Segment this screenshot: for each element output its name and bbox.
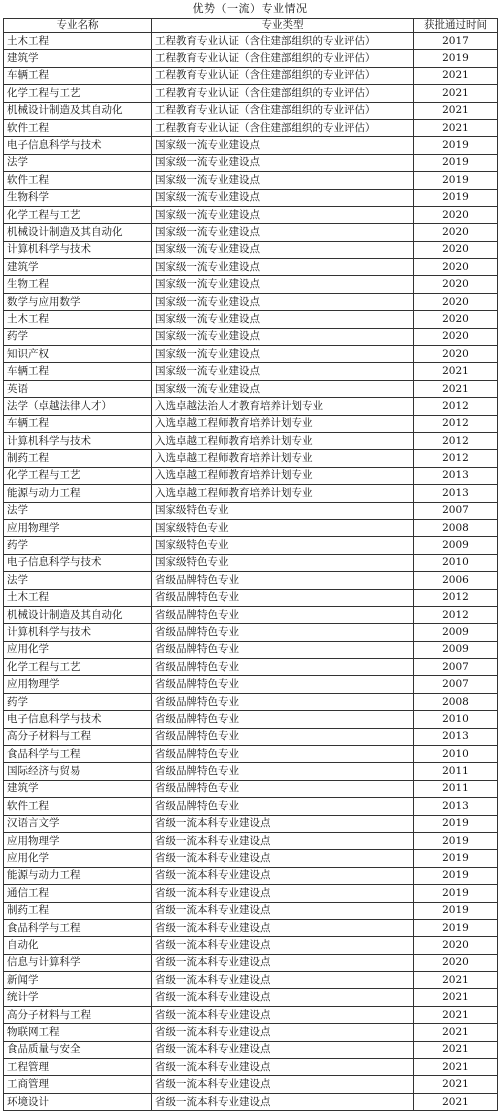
table-row bbox=[4, 659, 498, 676]
major-name-cell: 通信工程 bbox=[4, 885, 152, 902]
major-name-cell: 环境设计 bbox=[4, 1093, 152, 1110]
major-name-cell: 机械设计制造及其自动化 bbox=[4, 102, 152, 119]
major-type-cell: 工程教育专业认证（含住建部组织的专业评估） bbox=[152, 85, 414, 102]
major-name-cell: 法学（卓越法律人才） bbox=[4, 398, 152, 415]
major-name-cell: 国际经济与贸易 bbox=[4, 763, 152, 780]
approval-year-cell: 2021 bbox=[414, 102, 498, 119]
major-type-cell: 工程教育专业认证（含住建部组织的专业评估） bbox=[152, 33, 414, 50]
major-name-cell: 应用物理学 bbox=[4, 832, 152, 849]
major-name-cell: 应用物理学 bbox=[4, 519, 152, 536]
major-type-cell: 国家级一流专业建设点 bbox=[152, 137, 414, 154]
approval-year-cell: 2019 bbox=[414, 885, 498, 902]
major-type-cell: 省级品牌特色专业 bbox=[152, 728, 414, 745]
major-name-cell: 土木工程 bbox=[4, 33, 152, 50]
approval-year-cell: 2021 bbox=[414, 363, 498, 380]
approval-year-cell: 2019 bbox=[414, 137, 498, 154]
major-type-cell: 国家级一流专业建设点 bbox=[152, 206, 414, 223]
major-name-cell: 生物工程 bbox=[4, 276, 152, 293]
approval-year-cell: 2021 bbox=[414, 1093, 498, 1110]
major-name-cell: 知识产权 bbox=[4, 346, 152, 363]
major-type-cell: 省级一流本科专业建设点 bbox=[152, 954, 414, 971]
major-type-cell: 省级一流本科专业建设点 bbox=[152, 1006, 414, 1023]
approval-year-cell: 2021 bbox=[414, 380, 498, 397]
major-type-cell: 国家级一流专业建设点 bbox=[152, 259, 414, 276]
approval-year-cell: 2021 bbox=[414, 67, 498, 84]
approval-year-cell: 2013 bbox=[414, 728, 498, 745]
major-name-cell: 建筑学 bbox=[4, 259, 152, 276]
major-type-cell: 入选卓越工程师教育培养计划专业 bbox=[152, 432, 414, 449]
major-name-cell: 建筑学 bbox=[4, 50, 152, 67]
table-row bbox=[4, 224, 498, 241]
major-type-cell: 省级品牌特色专业 bbox=[152, 589, 414, 606]
major-type-cell: 省级一流本科专业建设点 bbox=[152, 989, 414, 1006]
table-row bbox=[4, 85, 498, 102]
approval-year-cell: 2011 bbox=[414, 763, 498, 780]
major-name-cell: 车辆工程 bbox=[4, 415, 152, 432]
table-row bbox=[4, 311, 498, 328]
table-row bbox=[4, 1076, 498, 1093]
approval-year-cell: 2021 bbox=[414, 85, 498, 102]
major-type-cell: 国家级一流专业建设点 bbox=[152, 241, 414, 258]
major-type-cell: 省级品牌特色专业 bbox=[152, 763, 414, 780]
major-type-cell: 省级一流本科专业建设点 bbox=[152, 832, 414, 849]
major-type-cell: 入选卓越工程师教育培养计划专业 bbox=[152, 485, 414, 502]
major-name-cell: 电子信息科学与技术 bbox=[4, 554, 152, 571]
table-body bbox=[4, 33, 498, 1111]
major-type-cell: 国家级一流专业建设点 bbox=[152, 380, 414, 397]
table-row bbox=[4, 989, 498, 1006]
approval-year-cell: 2009 bbox=[414, 624, 498, 641]
major-type-cell: 国家级一流专业建设点 bbox=[152, 293, 414, 310]
approval-year-cell: 2012 bbox=[414, 415, 498, 432]
approval-year-cell: 2020 bbox=[414, 224, 498, 241]
approval-year-cell: 2019 bbox=[414, 832, 498, 849]
major-type-cell: 省级一流本科专业建设点 bbox=[152, 867, 414, 884]
major-type-cell: 国家级一流专业建设点 bbox=[152, 276, 414, 293]
approval-year-cell: 2019 bbox=[414, 867, 498, 884]
table-row bbox=[4, 693, 498, 710]
major-type-cell: 省级品牌特色专业 bbox=[152, 693, 414, 710]
approval-year-cell: 2019 bbox=[414, 172, 498, 189]
major-name-cell: 制药工程 bbox=[4, 450, 152, 467]
major-type-cell: 省级一流本科专业建设点 bbox=[152, 1076, 414, 1093]
approval-year-cell: 2021 bbox=[414, 1076, 498, 1093]
major-type-cell: 国家级特色专业 bbox=[152, 554, 414, 571]
table-row bbox=[4, 293, 498, 310]
approval-year-cell: 2013 bbox=[414, 798, 498, 815]
approval-year-cell: 2021 bbox=[414, 972, 498, 989]
major-name-cell: 车辆工程 bbox=[4, 363, 152, 380]
approval-year-cell: 2020 bbox=[414, 293, 498, 310]
major-type-cell: 国家级一流专业建设点 bbox=[152, 189, 414, 206]
approval-year-cell: 2013 bbox=[414, 467, 498, 484]
major-name-cell: 物联网工程 bbox=[4, 1024, 152, 1041]
approval-year-cell: 2007 bbox=[414, 502, 498, 519]
major-name-cell: 英语 bbox=[4, 380, 152, 397]
table-row bbox=[4, 624, 498, 641]
approval-year-cell: 2019 bbox=[414, 50, 498, 67]
approval-year-cell: 2012 bbox=[414, 606, 498, 623]
major-type-cell: 省级品牌特色专业 bbox=[152, 780, 414, 797]
major-name-cell: 土木工程 bbox=[4, 311, 152, 328]
major-name-cell: 建筑学 bbox=[4, 780, 152, 797]
table-row bbox=[4, 554, 498, 571]
approval-year-cell: 2013 bbox=[414, 485, 498, 502]
table-row bbox=[4, 606, 498, 623]
major-name-cell: 计算机科学与技术 bbox=[4, 241, 152, 258]
table-row bbox=[4, 1059, 498, 1076]
table-row bbox=[4, 1024, 498, 1041]
table-row bbox=[4, 346, 498, 363]
table-row bbox=[4, 1093, 498, 1110]
major-name-cell: 信息与计算科学 bbox=[4, 954, 152, 971]
major-type-cell: 省级一流本科专业建设点 bbox=[152, 1059, 414, 1076]
approval-year-cell: 2021 bbox=[414, 1059, 498, 1076]
approval-year-cell: 2012 bbox=[414, 589, 498, 606]
major-type-cell: 省级一流本科专业建设点 bbox=[152, 850, 414, 867]
approval-year-cell: 2009 bbox=[414, 537, 498, 554]
table-row bbox=[4, 206, 498, 223]
major-name-cell: 化学工程与工艺 bbox=[4, 467, 152, 484]
table-title: 优势（一流）专业情况 bbox=[192, 2, 308, 15]
major-name-cell: 统计学 bbox=[4, 989, 152, 1006]
major-type-cell: 省级一流本科专业建设点 bbox=[152, 1024, 414, 1041]
major-name-cell: 药学 bbox=[4, 537, 152, 554]
major-type-cell: 国家级特色专业 bbox=[152, 537, 414, 554]
major-type-cell: 省级品牌特色专业 bbox=[152, 676, 414, 693]
approval-year-cell: 2010 bbox=[414, 554, 498, 571]
table-row bbox=[4, 902, 498, 919]
approval-year-cell: 2007 bbox=[414, 659, 498, 676]
approval-year-cell: 2021 bbox=[414, 989, 498, 1006]
major-type-cell: 国家级一流专业建设点 bbox=[152, 311, 414, 328]
column-header-type: 专业类型 bbox=[152, 19, 414, 33]
major-name-cell: 新闻学 bbox=[4, 972, 152, 989]
approval-year-cell: 2020 bbox=[414, 276, 498, 293]
major-type-cell: 入选卓越法治人才教育培养计划专业 bbox=[152, 398, 414, 415]
table-row bbox=[4, 815, 498, 832]
table-row bbox=[4, 711, 498, 728]
major-type-cell: 工程教育专业认证（含住建部组织的专业评估） bbox=[152, 50, 414, 67]
table-row bbox=[4, 972, 498, 989]
table-row bbox=[4, 676, 498, 693]
table-row bbox=[4, 832, 498, 849]
header-row bbox=[4, 19, 498, 33]
major-name-cell: 车辆工程 bbox=[4, 67, 152, 84]
approval-year-cell: 2008 bbox=[414, 519, 498, 536]
major-name-cell: 应用化学 bbox=[4, 850, 152, 867]
major-type-cell: 省级一流本科专业建设点 bbox=[152, 919, 414, 936]
table-row bbox=[4, 102, 498, 119]
table-row bbox=[4, 937, 498, 954]
major-type-cell: 省级一流本科专业建设点 bbox=[152, 1093, 414, 1110]
table-row bbox=[4, 1006, 498, 1023]
approval-year-cell: 2020 bbox=[414, 954, 498, 971]
approval-year-cell: 2020 bbox=[414, 241, 498, 258]
table-row bbox=[4, 537, 498, 554]
major-name-cell: 食品科学与工程 bbox=[4, 919, 152, 936]
major-name-cell: 软件工程 bbox=[4, 119, 152, 136]
approval-year-cell: 2010 bbox=[414, 711, 498, 728]
table-row bbox=[4, 328, 498, 345]
table-row bbox=[4, 137, 498, 154]
approval-year-cell: 2021 bbox=[414, 1024, 498, 1041]
major-type-cell: 国家级一流专业建设点 bbox=[152, 328, 414, 345]
table-row bbox=[4, 432, 498, 449]
major-name-cell: 化学工程与工艺 bbox=[4, 85, 152, 102]
table-row bbox=[4, 415, 498, 432]
major-type-cell: 省级品牌特色专业 bbox=[152, 711, 414, 728]
table-row bbox=[4, 154, 498, 171]
major-type-cell: 入选卓越工程师教育培养计划专业 bbox=[152, 450, 414, 467]
approval-year-cell: 2019 bbox=[414, 154, 498, 171]
major-name-cell: 自动化 bbox=[4, 937, 152, 954]
major-name-cell: 计算机科学与技术 bbox=[4, 624, 152, 641]
major-name-cell: 法学 bbox=[4, 572, 152, 589]
major-name-cell: 工商管理 bbox=[4, 1076, 152, 1093]
approval-year-cell: 2021 bbox=[414, 1006, 498, 1023]
approval-year-cell: 2020 bbox=[414, 937, 498, 954]
major-type-cell: 国家级一流专业建设点 bbox=[152, 154, 414, 171]
approval-year-cell: 2019 bbox=[414, 189, 498, 206]
approval-year-cell: 2020 bbox=[414, 259, 498, 276]
major-name-cell: 机械设计制造及其自动化 bbox=[4, 606, 152, 623]
table-row bbox=[4, 641, 498, 658]
approval-year-cell: 2012 bbox=[414, 432, 498, 449]
major-type-cell: 省级品牌特色专业 bbox=[152, 659, 414, 676]
major-type-cell: 省级品牌特色专业 bbox=[152, 798, 414, 815]
major-name-cell: 食品质量与安全 bbox=[4, 1041, 152, 1058]
major-name-cell: 法学 bbox=[4, 502, 152, 519]
table-row bbox=[4, 467, 498, 484]
approval-year-cell: 2008 bbox=[414, 693, 498, 710]
table-row bbox=[4, 954, 498, 971]
table-row bbox=[4, 67, 498, 84]
major-type-cell: 国家级一流专业建设点 bbox=[152, 172, 414, 189]
major-type-cell: 省级品牌特色专业 bbox=[152, 641, 414, 658]
approval-year-cell: 2021 bbox=[414, 1041, 498, 1058]
table-row bbox=[4, 519, 498, 536]
approval-year-cell: 2020 bbox=[414, 206, 498, 223]
table-row bbox=[4, 780, 498, 797]
major-name-cell: 应用物理学 bbox=[4, 676, 152, 693]
approval-year-cell: 2019 bbox=[414, 815, 498, 832]
approval-year-cell: 2006 bbox=[414, 572, 498, 589]
majors-table bbox=[3, 18, 498, 1111]
table-row bbox=[4, 850, 498, 867]
approval-year-cell: 2010 bbox=[414, 746, 498, 763]
approval-year-cell: 2020 bbox=[414, 346, 498, 363]
table-row bbox=[4, 485, 498, 502]
major-name-cell: 软件工程 bbox=[4, 172, 152, 189]
approval-year-cell: 2019 bbox=[414, 902, 498, 919]
major-type-cell: 工程教育专业认证（含住建部组织的专业评估） bbox=[152, 119, 414, 136]
major-type-cell: 入选卓越工程师教育培养计划专业 bbox=[152, 467, 414, 484]
approval-year-cell: 2017 bbox=[414, 33, 498, 50]
major-type-cell: 国家级一流专业建设点 bbox=[152, 346, 414, 363]
major-type-cell: 省级品牌特色专业 bbox=[152, 572, 414, 589]
major-name-cell: 药学 bbox=[4, 693, 152, 710]
major-type-cell: 省级一流本科专业建设点 bbox=[152, 815, 414, 832]
major-name-cell: 电子信息科学与技术 bbox=[4, 137, 152, 154]
table-row bbox=[4, 380, 498, 397]
major-name-cell: 工程管理 bbox=[4, 1059, 152, 1076]
table-row bbox=[4, 276, 498, 293]
major-name-cell: 机械设计制造及其自动化 bbox=[4, 224, 152, 241]
major-name-cell: 汉语言文学 bbox=[4, 815, 152, 832]
table-row bbox=[4, 450, 498, 467]
approval-year-cell: 2012 bbox=[414, 450, 498, 467]
major-type-cell: 工程教育专业认证（含住建部组织的专业评估） bbox=[152, 67, 414, 84]
major-type-cell: 省级一流本科专业建设点 bbox=[152, 972, 414, 989]
major-name-cell: 数学与应用数学 bbox=[4, 293, 152, 310]
major-name-cell: 食品科学与工程 bbox=[4, 746, 152, 763]
major-name-cell: 药学 bbox=[4, 328, 152, 345]
approval-year-cell: 2019 bbox=[414, 919, 498, 936]
major-name-cell: 应用化学 bbox=[4, 641, 152, 658]
major-type-cell: 省级一流本科专业建设点 bbox=[152, 902, 414, 919]
major-type-cell: 工程教育专业认证（含住建部组织的专业评估） bbox=[152, 102, 414, 119]
table-row bbox=[4, 589, 498, 606]
major-type-cell: 省级品牌特色专业 bbox=[152, 606, 414, 623]
approval-year-cell: 2011 bbox=[414, 780, 498, 797]
table-row bbox=[4, 189, 498, 206]
major-name-cell: 高分子材料与工程 bbox=[4, 1006, 152, 1023]
major-name-cell: 能源与动力工程 bbox=[4, 485, 152, 502]
table-row bbox=[4, 798, 498, 815]
major-type-cell: 国家级特色专业 bbox=[152, 502, 414, 519]
approval-year-cell: 2021 bbox=[414, 119, 498, 136]
approval-year-cell: 2020 bbox=[414, 311, 498, 328]
table-row bbox=[4, 885, 498, 902]
major-name-cell: 计算机科学与技术 bbox=[4, 432, 152, 449]
major-name-cell: 能源与动力工程 bbox=[4, 867, 152, 884]
major-name-cell: 电子信息科学与技术 bbox=[4, 711, 152, 728]
major-name-cell: 制药工程 bbox=[4, 902, 152, 919]
table-row bbox=[4, 572, 498, 589]
major-name-cell: 生物科学 bbox=[4, 189, 152, 206]
major-type-cell: 省级品牌特色专业 bbox=[152, 624, 414, 641]
table-row bbox=[4, 728, 498, 745]
major-type-cell: 国家级一流专业建设点 bbox=[152, 224, 414, 241]
approval-year-cell: 2019 bbox=[414, 850, 498, 867]
major-type-cell: 省级品牌特色专业 bbox=[152, 746, 414, 763]
table-row bbox=[4, 1041, 498, 1058]
major-type-cell: 国家级一流专业建设点 bbox=[152, 363, 414, 380]
major-type-cell: 省级一流本科专业建设点 bbox=[152, 1041, 414, 1058]
table-row bbox=[4, 867, 498, 884]
table-row bbox=[4, 763, 498, 780]
table-row bbox=[4, 119, 498, 136]
major-type-cell: 省级一流本科专业建设点 bbox=[152, 937, 414, 954]
major-type-cell: 国家级特色专业 bbox=[152, 519, 414, 536]
table-row bbox=[4, 502, 498, 519]
table-row bbox=[4, 746, 498, 763]
table-row bbox=[4, 363, 498, 380]
table-row bbox=[4, 259, 498, 276]
table-row bbox=[4, 241, 498, 258]
approval-year-cell: 2020 bbox=[414, 328, 498, 345]
major-type-cell: 入选卓越工程师教育培养计划专业 bbox=[152, 415, 414, 432]
table-row bbox=[4, 919, 498, 936]
table-row bbox=[4, 398, 498, 415]
major-name-cell: 化学工程与工艺 bbox=[4, 206, 152, 223]
column-header-year: 获批通过时间 bbox=[414, 19, 498, 33]
table-row bbox=[4, 50, 498, 67]
approval-year-cell: 2012 bbox=[414, 398, 498, 415]
table-row bbox=[4, 172, 498, 189]
major-name-cell: 高分子材料与工程 bbox=[4, 728, 152, 745]
major-name-cell: 软件工程 bbox=[4, 798, 152, 815]
major-type-cell: 省级一流本科专业建设点 bbox=[152, 885, 414, 902]
table-row bbox=[4, 33, 498, 50]
approval-year-cell: 2009 bbox=[414, 641, 498, 658]
approval-year-cell: 2007 bbox=[414, 676, 498, 693]
major-name-cell: 法学 bbox=[4, 154, 152, 171]
major-name-cell: 土木工程 bbox=[4, 589, 152, 606]
major-name-cell: 化学工程与工艺 bbox=[4, 659, 152, 676]
column-header-name: 专业名称 bbox=[4, 19, 152, 33]
